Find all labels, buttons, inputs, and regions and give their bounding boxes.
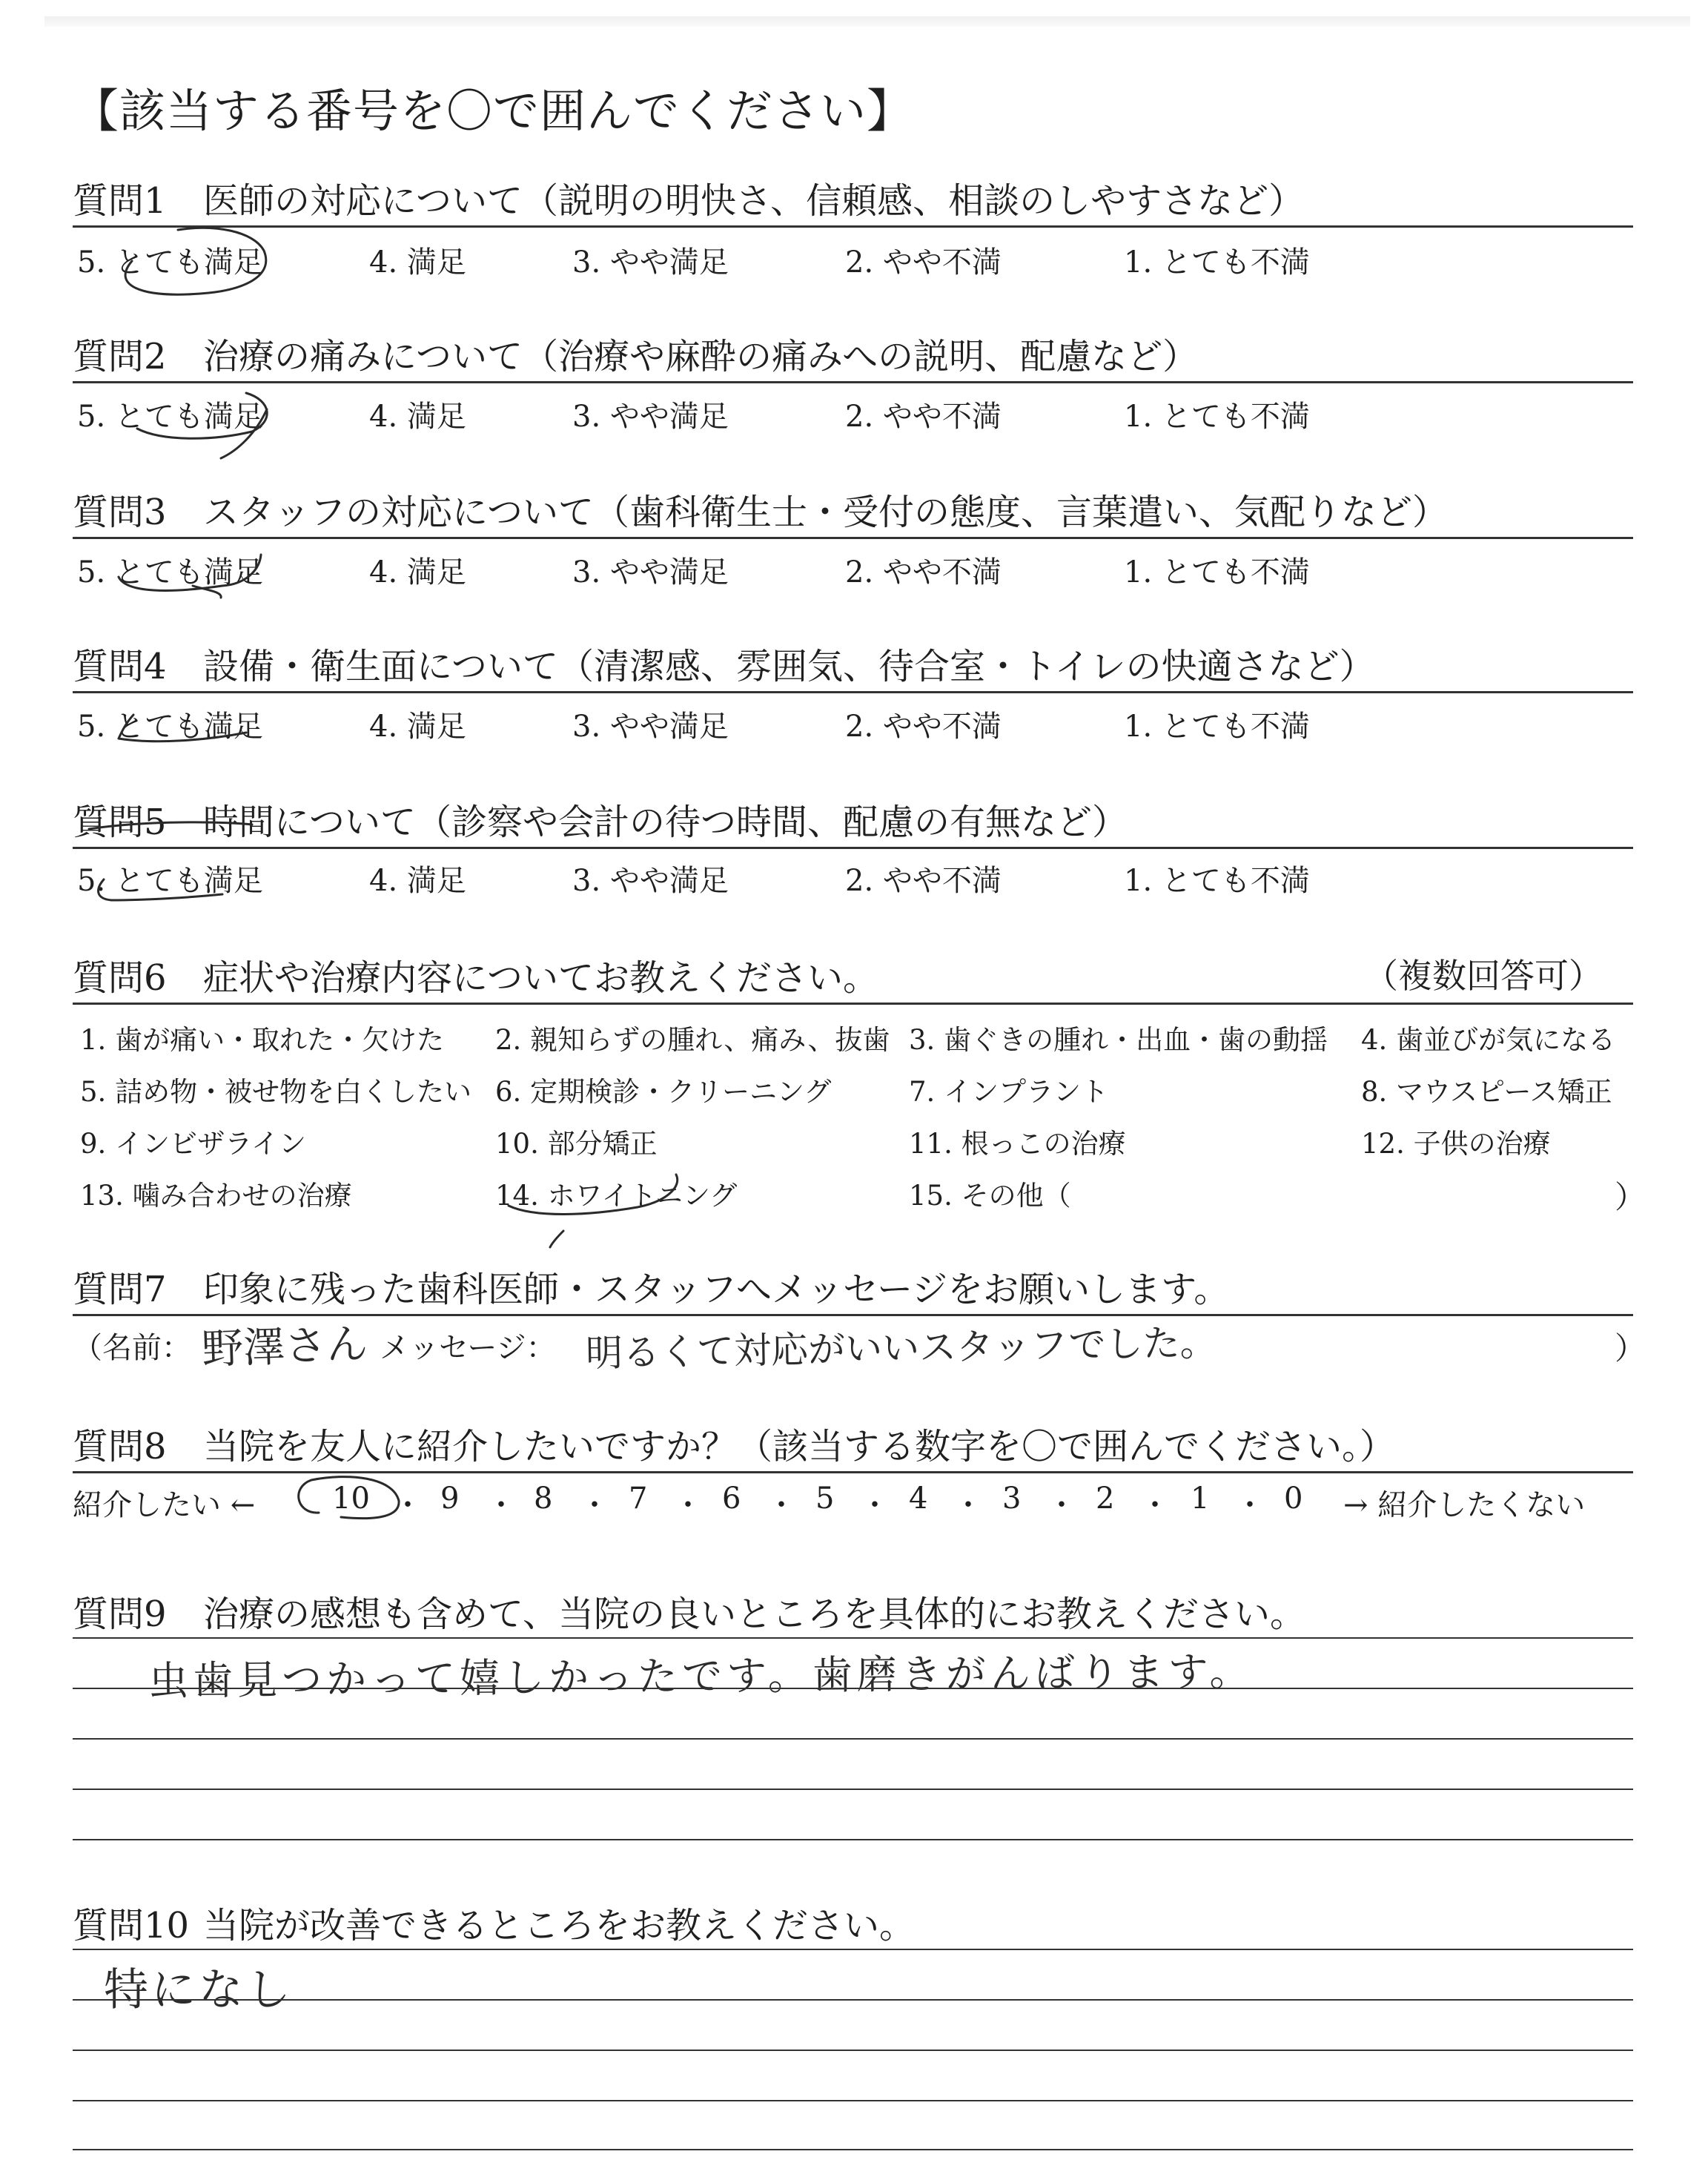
q6-option-6[interactable]: 6. 定期検診・クリーニング: [495, 1076, 832, 1108]
q5-option-3[interactable]: 3. やや満足: [572, 864, 729, 898]
q1-option-1[interactable]: 1. とても不満: [1124, 245, 1310, 280]
q2-option-4[interactable]: 4. 満足: [369, 400, 466, 434]
q10-answer-line: [73, 2149, 1633, 2150]
recommend-left-label: 紹介したい ←: [73, 1488, 256, 1522]
recommend-right-label: → 紹介したくない: [1343, 1488, 1586, 1522]
q3-option-1[interactable]: 1. とても不満: [1124, 555, 1310, 589]
scale-separator: ・: [1047, 1488, 1076, 1522]
q2-option-3[interactable]: 3. やや満足: [572, 400, 729, 434]
question-text: 医師の対応について（説明の明快さ、信頼感、相談のしやすさなど）: [203, 180, 1305, 222]
multiple-answers-note: （複数回答可）: [1364, 956, 1603, 996]
scale-6[interactable]: 6: [722, 1482, 741, 1516]
q6-option-9[interactable]: 9. インビザライン: [80, 1128, 306, 1160]
question-text: 治療の感想も含めて、当院の良いところを具体的にお教えください。: [203, 1593, 1306, 1635]
question-text: 治療の痛みについて（治療や麻酔の痛みへの説明、配慮など）: [203, 336, 1199, 377]
question-8-rule: [73, 1471, 1633, 1473]
q2-option-2[interactable]: 2. やや不満: [845, 400, 1002, 434]
q5-option-2[interactable]: 2. やや不満: [845, 864, 1002, 898]
q6-option-8[interactable]: 8. マウスピース矯正: [1361, 1076, 1612, 1108]
scale-10[interactable]: 10: [332, 1482, 370, 1516]
question-number: 質問1: [73, 180, 167, 222]
scale-separator: ・: [486, 1488, 516, 1522]
question-text: 印象に残った歯科医師・スタッフへメッセージをお願いします。: [203, 1269, 1230, 1310]
q9-answer-line: [73, 1789, 1633, 1790]
scale-8[interactable]: 8: [534, 1482, 553, 1516]
question-text: 症状や治療内容についてお教えください。: [203, 957, 879, 999]
question-number: 質問8: [73, 1426, 167, 1467]
q10-answer-line: [73, 1999, 1633, 2001]
q1-option-5[interactable]: 5. とても満足: [77, 245, 263, 280]
q9-answer-line: [73, 1839, 1633, 1840]
question-3-rule: [73, 537, 1633, 539]
scale-separator: ・: [673, 1488, 703, 1522]
q9-answer-line: [73, 1688, 1633, 1689]
question-9-title: [73, 1585, 1305, 1636]
question-number: 質問9: [73, 1593, 167, 1635]
question-number: 質問5: [73, 802, 167, 843]
q6-option-14[interactable]: 14. ホワイトニング: [495, 1180, 738, 1212]
q6-option-1[interactable]: 1. 歯が痛い・取れた・欠けた: [80, 1024, 445, 1056]
question-text: 当院を友人に紹介したいですか？（該当する数字を〇で囲んでください。）: [203, 1426, 1396, 1467]
question-text: 設備・衛生面について（清潔感、雰囲気、待合室・トイレの快適さなど）: [203, 646, 1375, 687]
scale-3[interactable]: 3: [1002, 1482, 1022, 1516]
scale-separator: ・: [860, 1488, 890, 1522]
question-5-title: [73, 793, 1128, 845]
q3-option-2[interactable]: 2. やや不満: [845, 555, 1002, 589]
q1-option-2[interactable]: 2. やや不満: [845, 245, 1002, 280]
q9-answer-line: [73, 1738, 1633, 1740]
question-text: 当院が改善できるところをお教えください。: [203, 1905, 916, 1946]
q3-option-4[interactable]: 4. 満足: [369, 555, 466, 589]
q6-option-13[interactable]: 13. 噛み合わせの治療: [80, 1180, 352, 1212]
question-8-title: [73, 1418, 1395, 1469]
question-number: 質問4: [73, 646, 167, 687]
q4-option-4[interactable]: 4. 満足: [369, 710, 466, 744]
question-4-rule: [73, 691, 1633, 693]
q10-answer-handwritten[interactable]: 特になし: [104, 1964, 294, 2016]
q6-option-15[interactable]: 15. その他（: [909, 1180, 1071, 1212]
q3-option-3[interactable]: 3. やや満足: [572, 555, 729, 589]
question-text: スタッフの対応について（歯科衛生士・受付の態度、言葉遣い、気配りなど）: [203, 492, 1449, 533]
question-6-title: [73, 949, 878, 1000]
q7-name-handwritten[interactable]: 野澤さん: [201, 1320, 369, 1374]
scale-5[interactable]: 5: [815, 1482, 835, 1516]
scale-separator: ・: [1140, 1488, 1170, 1522]
q6-option-7[interactable]: 7. インプラント: [909, 1076, 1109, 1108]
q7-message-label: メッセージ：: [380, 1331, 556, 1365]
q5-option-4[interactable]: 4. 満足: [369, 864, 466, 898]
scale-2[interactable]: 2: [1096, 1482, 1115, 1516]
scale-9[interactable]: 9: [440, 1482, 460, 1516]
q7-close-paren: ）: [1615, 1330, 1646, 1367]
q4-option-5[interactable]: 5. とても満足: [77, 710, 263, 744]
q6-option-11[interactable]: 11. 根っこの治療: [909, 1128, 1126, 1160]
q5-option-1[interactable]: 1. とても不満: [1124, 864, 1310, 898]
q4-option-3[interactable]: 3. やや満足: [572, 710, 729, 744]
question-number: 質問3: [73, 492, 167, 533]
q10-answer-line: [73, 1949, 1633, 1950]
question-5-rule: [73, 847, 1633, 849]
q6-option-4[interactable]: 4. 歯並びが気になる: [1361, 1024, 1616, 1056]
q1-option-3[interactable]: 3. やや満足: [572, 245, 729, 280]
q6-option-10[interactable]: 10. 部分矯正: [495, 1128, 658, 1160]
q1-option-4[interactable]: 4. 満足: [369, 245, 466, 280]
q2-option-1[interactable]: 1. とても不満: [1124, 400, 1310, 434]
q10-answer-line: [73, 2050, 1633, 2051]
q9-answer-line: [73, 1637, 1633, 1639]
question-7-title: [73, 1261, 1229, 1312]
q7-message-handwritten[interactable]: 明るくて対応がいいスタッフでした。: [585, 1321, 1218, 1375]
question-1-title: [73, 172, 1304, 223]
q5-option-5[interactable]: 5. とても満足: [77, 864, 263, 898]
scale-separator: ・: [953, 1488, 983, 1522]
scale-7[interactable]: 7: [629, 1482, 648, 1516]
question-number: 質問7: [73, 1269, 167, 1310]
scale-1[interactable]: 1: [1191, 1482, 1210, 1516]
q4-option-1[interactable]: 1. とても不満: [1124, 710, 1310, 744]
q10-answer-line: [73, 2100, 1633, 2101]
question-1-rule: [73, 225, 1633, 228]
scale-0[interactable]: 0: [1284, 1482, 1303, 1516]
q7-name-label: （名前：: [73, 1331, 191, 1365]
q4-option-2[interactable]: 2. やや不満: [845, 710, 1002, 744]
question-number: 質問10: [73, 1905, 190, 1946]
q6-option-2[interactable]: 2. 親知らずの腫れ、痛み、抜歯: [495, 1024, 890, 1056]
instruction-header: 【該当する番号を〇で囲んでください】: [73, 84, 914, 138]
scale-separator: ・: [1235, 1488, 1265, 1522]
question-6-rule: [73, 1003, 1633, 1005]
question-3-title: [73, 483, 1448, 535]
question-number: 質問6: [73, 957, 167, 999]
q6-other-close-paren: ）: [1615, 1179, 1646, 1215]
question-4-title: [73, 638, 1375, 689]
question-text: 時間について（診察や会計の待つ時間、配慮の有無など）: [203, 802, 1128, 843]
q6-option-5[interactable]: 5. 詰め物・被せ物を白くしたい: [80, 1076, 472, 1108]
question-2-title: [73, 328, 1198, 379]
scale-4[interactable]: 4: [909, 1482, 928, 1516]
scan-top-edge: [44, 16, 1690, 27]
question-number: 質問2: [73, 336, 167, 377]
q6-option-12[interactable]: 12. 子供の治療: [1361, 1128, 1551, 1160]
q3-option-5[interactable]: 5. とても満足: [77, 555, 263, 589]
scale-separator: ・: [580, 1488, 609, 1522]
question-10-title: [73, 1897, 915, 1948]
scale-separator: ・: [767, 1488, 796, 1522]
question-2-rule: [73, 381, 1633, 383]
q6-option-3[interactable]: 3. 歯ぐきの腫れ・出血・歯の動揺: [909, 1024, 1328, 1056]
scale-separator: ・: [393, 1488, 423, 1522]
q2-option-5[interactable]: 5. とても満足: [77, 400, 263, 434]
q9-answer-handwritten[interactable]: 虫歯見つかって嬉しかったです。歯磨きがんばります。: [148, 1648, 1254, 1705]
